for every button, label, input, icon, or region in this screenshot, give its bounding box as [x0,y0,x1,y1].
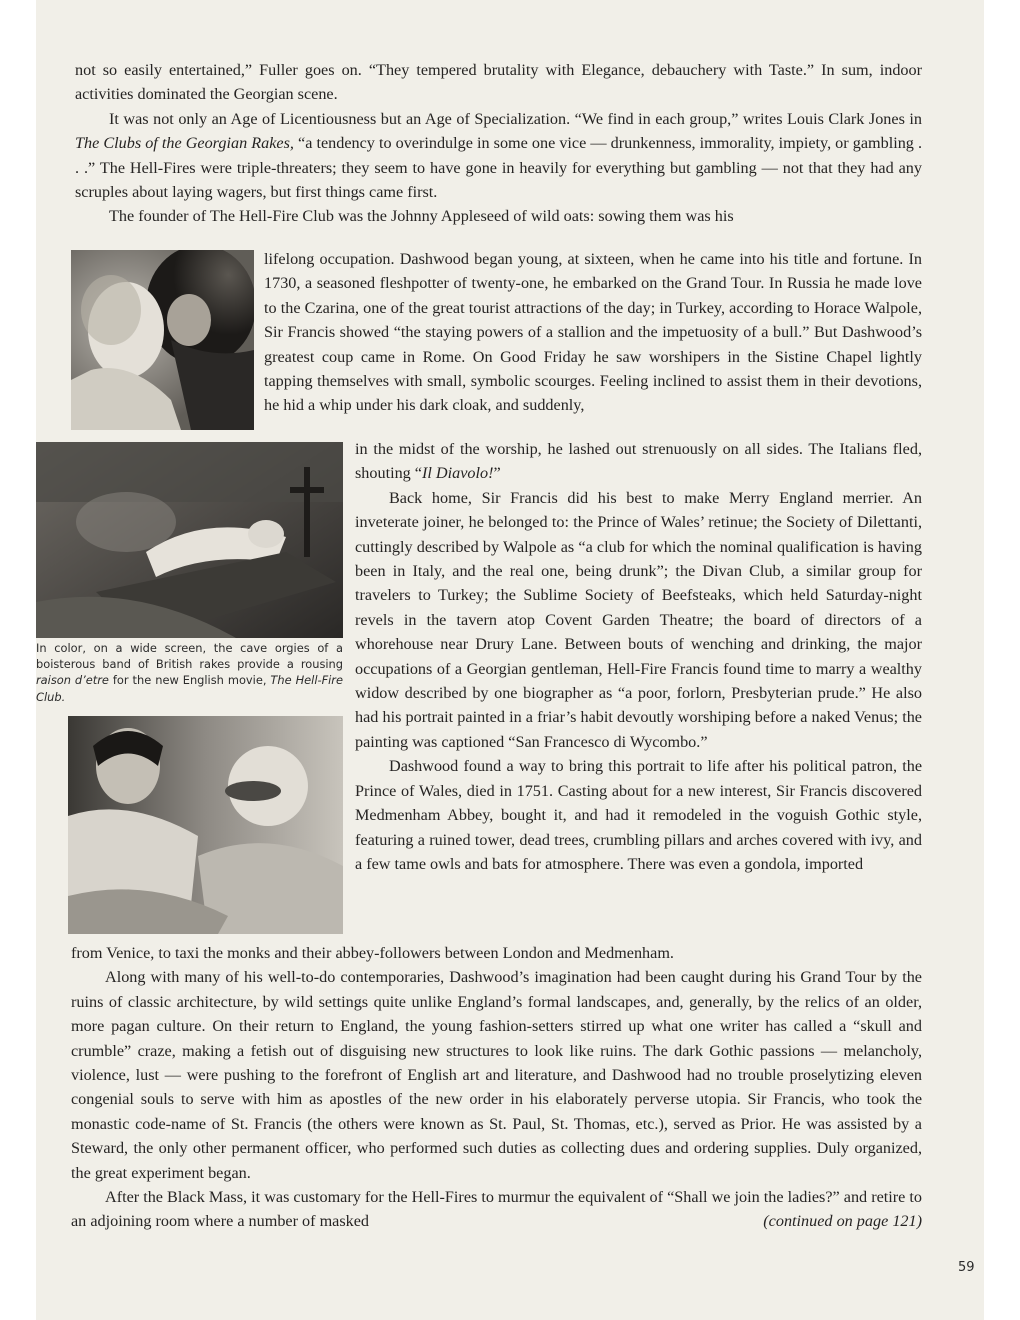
paragraph: Along with many of his well-to-do contemporaries, Dashwood’s imagination had been caught during his Grand Tour by the ruins of classic architecture, by wild settings quite unlike England’s formal landscapes, and, generally, by the relics of an older, more pagan culture. On their return to England, the young fashion-setters stirred up what one writer has called a “skull and crumble” craze, making a fetish out of disguising new structures to look like ruins. The dark Gothic passions — melancholy, violence, lust — were pushing to the forefront of English art and literature, and Dashwood had no trouble proselytizing eleven congenial souls to serve with him as apostles of the new order in his elaborately perverse utopia. Sir Francis, who took the monastic code-name of St. Francis (the others were known as St. Paul, St. Thomas, etc.), served as Prior. He was assisted by a Steward, the only other permanent officer, who performed such duties as collecting dues and ordering supplies. Duly organized, the great experiment began. [71,968,922,1182]
photo-embrace [71,250,254,430]
paragraph: from Venice, to taxi the monks and their abbey-followers between London and Medmenham. [71,944,674,962]
paragraph: It was not only an Age of Licentiousness but an Age of Specialization. “We find in each group,” writes Louis Clark Jones in The Clubs of the Georgian Rakes, “a tendency to overindulge in some one vice — drunkenness, immorality, impiety, or gambling . . .” The Hell-Fires were triple-threaters; they seem to have gone in heavily for everything but gambling — not that they had any scruples about laying wagers, but first things came first. [75,109,923,202]
text-block-right-lower [355,437,922,876]
paragraph: After the Black Mass, it was customary for the Hell-Fires to murmur the equivalent of “Shall we join the ladies?” and retire to an adjoining room where a number of masked (continued on page 121) [71,1185,922,1234]
paragraph: in the midst of the worship, he lashed out strenuously on all sides. The Italians fled, shouting “Il Diavolo!” [355,440,922,483]
book-title: The Clubs of the Georgian Rakes, [75,134,294,153]
paragraph: The founder of The Hell-Fire Club was the Johnny Appleseed of wild oats: sowing them was his [109,207,734,226]
photo-masked-woman [68,716,343,934]
page-number: 59 [958,1260,975,1275]
paragraph: not so easily entertained,” Fuller goes on. “They tempered brutality with Elegance, debauchery with Taste.” In sum, indoor activities dominated the Georgian scene. [75,61,922,104]
text-block-right-upper [264,247,922,418]
paragraph: Dashwood found a way to bring this portrait to life after his political patron, the Prince of Wales, died in 1751. Casting about for a new interest, Sir Francis discovered Medmenham Abbey, bought it, and had it remodeled in the voguish Gothic style, featuring a ruined tower, dead trees, crumbling pillars and arches covered with ivy, and a few tame owls and bats for atmosphere. There was even a gondola, imported [355,757,922,873]
text-block-bottom [71,941,922,1234]
paragraph: lifelong occupation. Dashwood began young, at sixteen, when he came into his title and fortune. In 1730, a seasoned fleshpotter of twenty-one, he embarked on the Grand Tour. In Russia he made love to the Czarina, one of the great tourist attractions of the day; in Turkey, according to Horace Walpole, Sir Francis showed “the staying powers of a stallion and the impetuosity of a bull.” But Dashwood’s greatest coup came in Rome. On Good Friday he saw worshipers in the Sistine Chapel lightly tapping themselves with small, symbolic scourges. Feeling inclined to assist them in their devotions, he hid a whip under his dark cloak, and suddenly, [264,250,922,415]
photo-altar [36,442,343,638]
continued-note: (continued on page 121) [763,1212,922,1231]
paragraph: Back home, Sir Francis did his best to make Merry England merrier. An inveterate joiner, he belonged to: the Prince of Wales’ retinue; the Society of Dilettanti, cuttingly described by Walpole as “a club for which the nominal qualification is having been in Italy, and the real one, being drunk”; the Divan Club, a similar group for travelers to Turkey; the Sublime Society of Beefsteaks, which held Saturday-night revels in the tavern atop Covent Garden Theatre; the board of directors of a whorehouse near Drury Lane. Between bouts of wenching and drinking, the major occupations of a Georgian gentleman, Hell-Fire Francis found time to marry a wealthy widow described by one biographer as “a poor, forlorn, Presbyterian prude.” He also had his portrait painted in a friar’s habit devoutly worshiping before a naked Venus; the painting was captioned “San Francesco di Wycombo.” [355,488,922,751]
text-block-top [75,58,922,229]
photo-caption: In color, on a wide screen, the cave orgies of a boisterous band of British rakes provide a rousing raison d’etre for the new English movie, The Hell-Fire Club. [36,641,343,704]
